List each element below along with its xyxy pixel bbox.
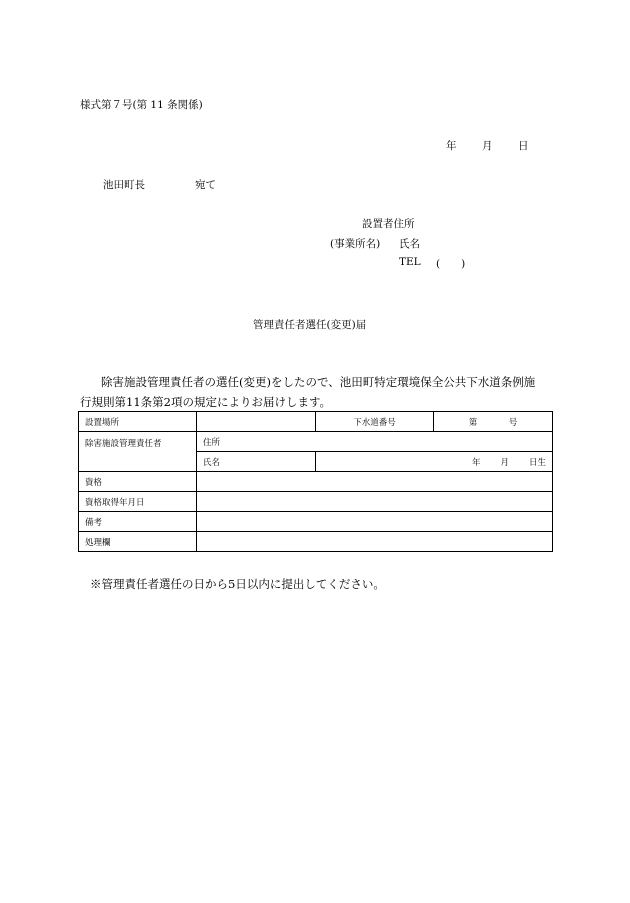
qualification-date-label: 資格取得年月日 — [79, 492, 197, 512]
form-number: 様式第７号(第 11 条関係) — [80, 99, 203, 111]
remarks-value[interactable] — [197, 512, 553, 532]
manager-name-value[interactable] — [316, 452, 553, 472]
location-value[interactable] — [197, 412, 316, 432]
manager-address-label: 住所 — [203, 437, 221, 448]
table-row — [79, 512, 553, 532]
registration-table — [78, 411, 553, 552]
location-label: 設置場所 — [79, 412, 197, 432]
applicant-address-label: 設置者住所 — [362, 218, 415, 230]
qualification-date-value[interactable] — [197, 492, 553, 512]
date-year: 年 — [446, 140, 457, 152]
date-month: 月 — [482, 140, 493, 152]
manager-label: 除害施設管理責任者 — [79, 432, 197, 472]
addressee-suffix: 宛て — [195, 179, 216, 191]
date-day: 日 — [518, 140, 529, 152]
applicant-tel-label: TEL — [399, 256, 421, 268]
manager-address-cell[interactable] — [197, 432, 553, 452]
qualification-label: 資格 — [79, 472, 197, 492]
table-row — [79, 492, 553, 512]
birth-year: 年 — [471, 457, 481, 468]
addressee-name: 池田町長 — [103, 179, 145, 191]
applicant-office-label: (事業所名) — [330, 238, 381, 250]
processing-value[interactable] — [197, 532, 553, 552]
qualification-value[interactable] — [197, 472, 553, 492]
birth-date — [322, 456, 552, 468]
remarks-label: 備考 — [79, 512, 197, 532]
table-row — [79, 412, 553, 432]
table-row — [79, 432, 553, 452]
birth-day: 日生 — [528, 457, 546, 468]
processing-label: 処理欄 — [79, 532, 197, 552]
table-row — [79, 472, 553, 492]
applicant-name-label: 氏名 — [399, 238, 420, 250]
body-text-line1: 除害施設管理責任者の選任(変更)をしたので、池田町特定環境保全公共下水道条例施 — [101, 375, 536, 389]
manager-name-label: 氏名 — [197, 452, 316, 472]
sewer-number-value[interactable] — [434, 412, 553, 432]
number-go: 号 — [508, 417, 518, 428]
body-text-line2: 行規則第11条第2項の規定によりお届けします。 — [80, 395, 332, 409]
table-row — [79, 532, 553, 552]
number-dai: 第 — [468, 417, 478, 428]
birth-month: 月 — [500, 457, 509, 468]
document-title: 管理責任者選任(変更)届 — [253, 319, 367, 331]
submission-note: ※管理責任者選任の日から5日以内に提出してください。 — [90, 577, 385, 591]
applicant-tel-paren: ( ) — [436, 258, 466, 270]
sewer-number-label: 下水道番号 — [316, 412, 434, 432]
